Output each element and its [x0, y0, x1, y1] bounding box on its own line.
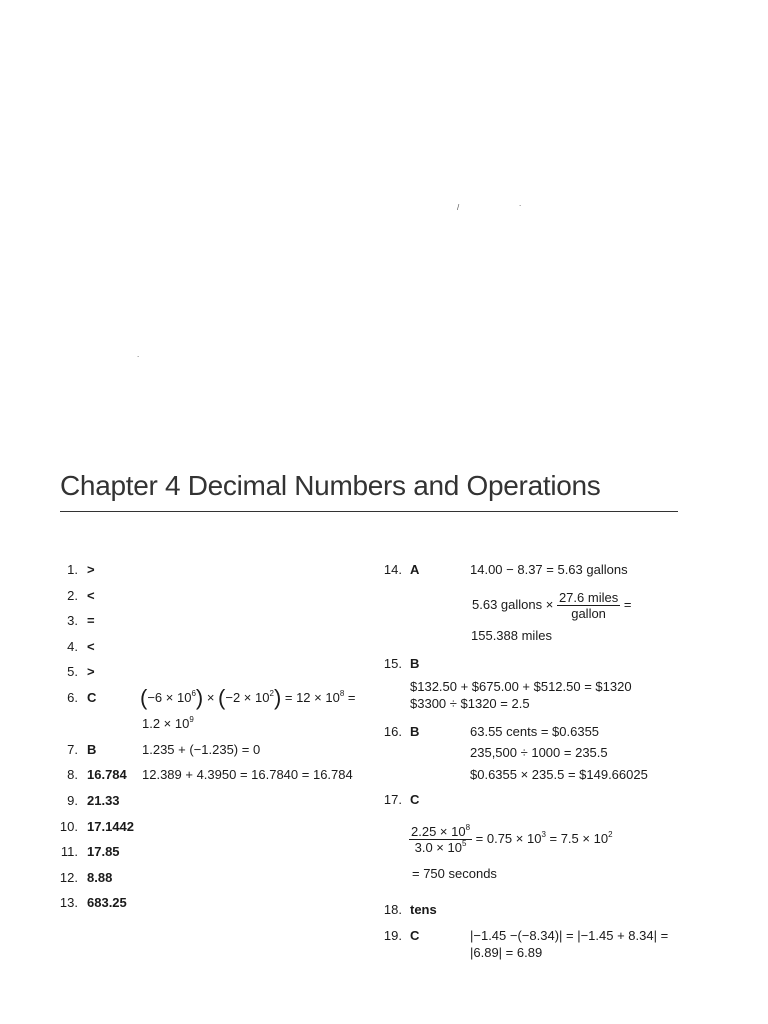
answer-work-fraction-line [472, 590, 631, 621]
exponent: 5 [461, 838, 467, 848]
answer-number: 8. [67, 767, 78, 782]
scan-speck: / [457, 203, 460, 212]
answer-work: 63.55 cents = $0.6355 [470, 724, 600, 739]
answer-choice: tens [410, 902, 437, 917]
fraction-denominator [409, 840, 472, 855]
work-text: 5.63 gallons × [472, 596, 554, 612]
answer-number: 15. [383, 656, 402, 671]
work-text: = 0.75 × 10 [472, 830, 542, 846]
answer-number: 17. [383, 792, 402, 807]
exponent: 8 [465, 822, 471, 832]
answer-number: 1. [67, 562, 78, 577]
answer-choice: B [87, 742, 97, 757]
answer-choice: > [87, 562, 95, 577]
answer-choice: 17.1442 [87, 819, 134, 834]
answer-number: 4. [67, 639, 78, 654]
fraction-numerator: 27.6 miles [558, 590, 619, 605]
answer-choice: B [410, 724, 420, 739]
answer-work: $0.6355 × 235.5 = $149.66025 [470, 767, 648, 782]
answer-choice: 683.25 [87, 895, 127, 910]
answer-choice: < [87, 588, 95, 603]
answer-choice: < [87, 639, 95, 654]
answer-choice: > [87, 664, 95, 679]
answer-work: 155.388 miles [471, 628, 552, 643]
exponent: 2 [608, 829, 613, 839]
answer-number: 7. [67, 742, 78, 757]
scan-speck: . [519, 199, 522, 208]
answer-number: 10. [59, 819, 78, 834]
work-text: −2 × 10 [225, 690, 270, 705]
fraction-denominator: gallon [571, 606, 606, 621]
exponent: 9 [189, 714, 194, 724]
work-text: 2.25 × 10 [411, 824, 466, 839]
answer-number: 9. [67, 793, 78, 808]
answer-number: 3. [67, 613, 78, 628]
paren-close: ) [273, 685, 282, 710]
title-rule [60, 511, 678, 512]
answer-choice: C [410, 792, 420, 807]
work-text: = 7.5 × 10 [545, 830, 609, 846]
answer-number: 18. [383, 902, 402, 917]
answer-work: = 750 seconds [412, 866, 497, 881]
answer-work-fraction-line [409, 824, 613, 855]
work-text: = [344, 690, 356, 705]
answer-number: 19. [383, 928, 402, 943]
exponent: 6 [191, 688, 196, 698]
answer-choice: A [410, 562, 420, 577]
answer-choice: C [87, 690, 97, 705]
fraction-numerator [409, 824, 472, 840]
fraction [557, 590, 620, 621]
answer-choice: 16.784 [87, 767, 127, 782]
answer-work: 235,500 ÷ 1000 = 235.5 [470, 745, 608, 760]
answer-number: 2. [67, 588, 78, 603]
answer-work: 14.00 − 8.37 = 5.63 gallons [470, 562, 628, 577]
answer-work: |6.89| = 6.89 [470, 945, 543, 960]
answer-number: 14. [383, 562, 402, 577]
answer-choice: 17.85 [87, 844, 120, 859]
work-text: × [203, 690, 219, 705]
paren-open: ( [218, 685, 226, 710]
paren-open: ( [140, 685, 148, 710]
answer-number: 5. [67, 664, 78, 679]
answer-number: 13. [59, 895, 78, 910]
work-text: = [623, 596, 632, 612]
answer-choice: 8.88 [87, 870, 113, 885]
answer-work: 12.389 + 4.3950 = 16.7840 = 16.784 [142, 767, 353, 782]
answer-work: $3300 ÷ $1320 = 2.5 [410, 696, 530, 711]
work-text: 3.0 × 10 [414, 840, 462, 855]
answer-choice: = [87, 613, 95, 628]
answer-number: 12. [59, 870, 78, 885]
answer-work: $132.50 + $675.00 + $512.50 = $1320 [410, 679, 632, 694]
answer-work [140, 685, 356, 710]
exponent: 2 [269, 688, 274, 698]
work-text: 1.2 × 10 [142, 716, 190, 731]
answer-choice: B [410, 656, 420, 671]
answer-choice: 21.33 [87, 793, 120, 808]
answer-work: |−1.45 −(−8.34)| = |−1.45 + 8.34| = [470, 928, 669, 943]
exponent: 8 [339, 688, 345, 698]
answer-work: 1.235 + (−1.235) = 0 [142, 742, 261, 757]
answer-work-line2 [142, 716, 194, 732]
work-text: = 12 × 10 [281, 690, 340, 705]
paren-close: ) [195, 685, 204, 710]
scan-speck: . [137, 350, 140, 359]
fraction [409, 824, 472, 855]
work-text: −6 × 10 [147, 690, 192, 705]
chapter-title: Chapter 4 Decimal Numbers and Operations [60, 470, 601, 501]
exponent: 3 [541, 829, 546, 839]
answer-number: 6. [67, 690, 78, 705]
answer-choice: C [410, 928, 420, 943]
answer-number: 11. [60, 844, 78, 859]
answer-number: 16. [383, 724, 402, 739]
